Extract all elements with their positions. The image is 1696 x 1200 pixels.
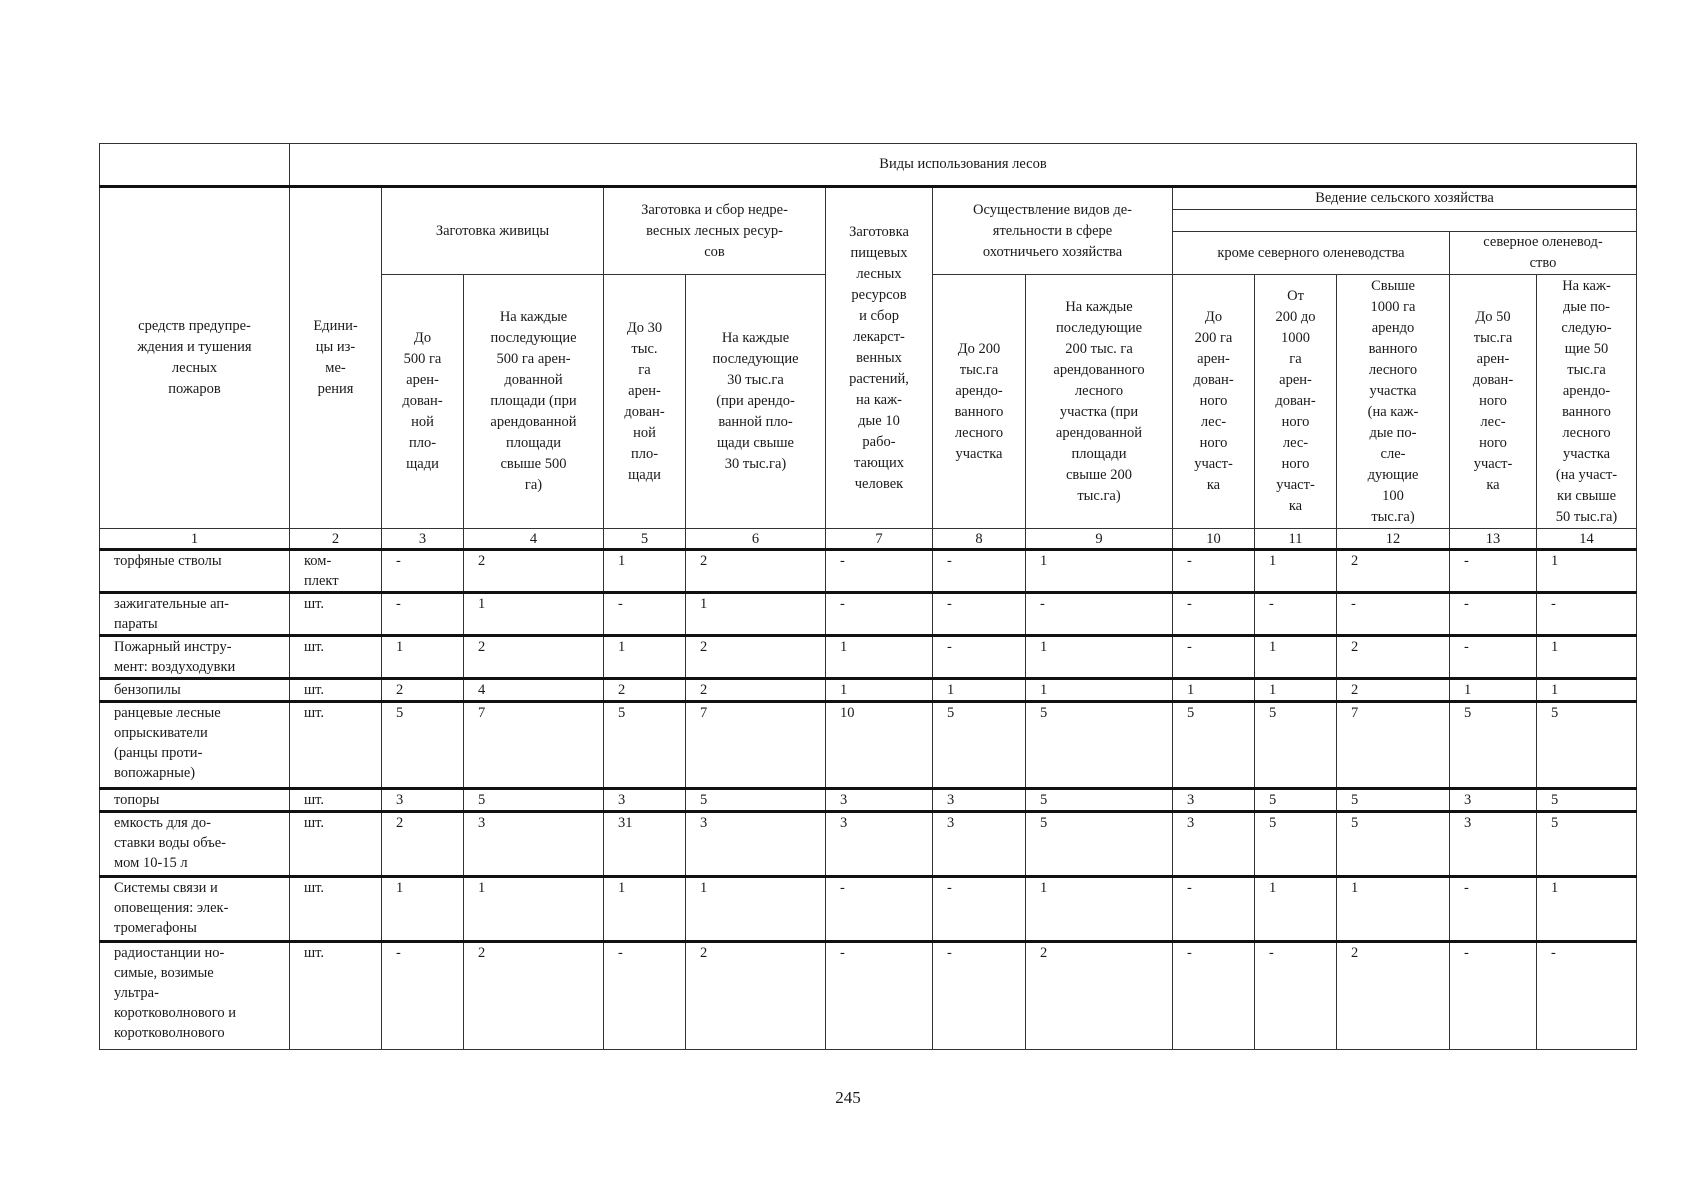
row-unit: шт.: [290, 812, 382, 877]
row-value: -: [1255, 942, 1337, 1050]
column-number: 14: [1537, 529, 1637, 550]
header-sub-1: До 500 га арен- дован- ной пло- щади: [382, 275, 464, 529]
row-unit: шт.: [290, 636, 382, 679]
row-value: -: [1537, 593, 1637, 636]
row-unit: шт.: [290, 877, 382, 942]
column-number: 10: [1173, 529, 1255, 550]
column-number: 5: [604, 529, 686, 550]
row-value: 1: [933, 679, 1026, 702]
column-number: 11: [1255, 529, 1337, 550]
row-value: 1: [686, 593, 826, 636]
row-value: -: [1537, 942, 1637, 1050]
row-value: 3: [1450, 812, 1537, 877]
header-sub-3: До 30 тыс. га арен- дован- ной пло- щади: [604, 275, 686, 529]
row-value: 3: [826, 789, 933, 812]
header-blank-strip: [1173, 210, 1637, 232]
row-value: 1: [464, 593, 604, 636]
header-hunting: Осуществление видов де- ятельности в сфере охотничьего хозяйства: [933, 187, 1173, 275]
header-row-top: [100, 144, 1637, 187]
row-value: 5: [1173, 702, 1255, 789]
row-value: 3: [933, 812, 1026, 877]
row-value: 7: [686, 702, 826, 789]
column-number: 6: [686, 529, 826, 550]
row-value: 1: [604, 550, 686, 593]
row-value: -: [1173, 942, 1255, 1050]
row-value: -: [1026, 593, 1173, 636]
row-value: 5: [1026, 789, 1173, 812]
table-row: [100, 877, 1637, 942]
row-value: -: [1450, 550, 1537, 593]
table-row: [100, 789, 1637, 812]
row-value: 1: [1026, 636, 1173, 679]
column-number: 12: [1337, 529, 1450, 550]
column-number: 8: [933, 529, 1026, 550]
row-item-name: бензопилы: [100, 679, 290, 702]
header-resin-harvest: Заготовка живицы: [382, 187, 604, 275]
header-except-reindeer: кроме северного оленеводства: [1173, 232, 1450, 275]
header-col-units: Едини- цы из- ме- рения: [290, 187, 382, 529]
row-value: -: [933, 550, 1026, 593]
row-value: 5: [1537, 812, 1637, 877]
row-value: 1: [604, 636, 686, 679]
table-row: [100, 550, 1637, 593]
column-number: 7: [826, 529, 933, 550]
row-value: -: [1173, 550, 1255, 593]
row-value: 1: [604, 877, 686, 942]
row-value: 1: [1337, 877, 1450, 942]
row-value: 2: [686, 679, 826, 702]
row-value: 5: [1026, 812, 1173, 877]
row-unit: шт.: [290, 593, 382, 636]
row-value: -: [826, 877, 933, 942]
row-value: 31: [604, 812, 686, 877]
row-unit: ком- плект: [290, 550, 382, 593]
header-col-means: средств предупре- ждения и тушения лесных пожаров: [100, 187, 290, 529]
header-corner-cell: [100, 144, 290, 187]
header-sub-10: До 50 тыс.га арен- дован- ного лес- ного участ- ка: [1450, 275, 1537, 529]
row-value: -: [1450, 942, 1537, 1050]
header-sub-9: Свыше 1000 га арендо ванного лесного участка (на каж- дые по- сле- дующие 100 тыс.га): [1337, 275, 1450, 529]
row-value: 2: [1337, 550, 1450, 593]
row-value: 1: [1537, 550, 1637, 593]
row-item-name: ранцевые лесные опрыскиватели (ранцы проти- вопожарные): [100, 702, 290, 789]
header-sub-11: На каж- дые по- следую- щие 50 тыс.га арендо- ванного лесного участка (на участ- ки свыше 50 тыс.га): [1537, 275, 1637, 529]
table-row: [100, 636, 1637, 679]
row-value: -: [1450, 636, 1537, 679]
row-value: -: [382, 942, 464, 1050]
row-value: 3: [1173, 789, 1255, 812]
column-number: 4: [464, 529, 604, 550]
row-value: 3: [1173, 812, 1255, 877]
row-value: -: [382, 550, 464, 593]
row-value: 3: [604, 789, 686, 812]
row-value: -: [826, 550, 933, 593]
row-value: 4: [464, 679, 604, 702]
row-item-name: емкость для до- ставки воды объе- мом 10-15 л: [100, 812, 290, 877]
table-row: [100, 593, 1637, 636]
row-value: 2: [464, 942, 604, 1050]
row-value: 1: [382, 877, 464, 942]
row-value: 5: [382, 702, 464, 789]
row-value: 1: [1537, 636, 1637, 679]
row-value: 1: [1537, 679, 1637, 702]
column-number-row: [100, 529, 1637, 550]
row-item-name: Пожарный инстру- мент: воздуходувки: [100, 636, 290, 679]
row-value: 1: [826, 636, 933, 679]
row-item-name: Системы связи и оповещения: элек- тромегафоны: [100, 877, 290, 942]
row-value: 10: [826, 702, 933, 789]
row-value: 1: [1026, 550, 1173, 593]
row-value: 1: [1026, 679, 1173, 702]
header-sub-4: На каждые последующие 30 тыс.га (при арендо- ванной пло- щади свыше 30 тыс.га): [686, 275, 826, 529]
row-value: 5: [1337, 812, 1450, 877]
row-value: -: [604, 942, 686, 1050]
row-value: 2: [1337, 636, 1450, 679]
row-item-name: зажигательные ап- параты: [100, 593, 290, 636]
row-value: 1: [1255, 636, 1337, 679]
row-value: 2: [604, 679, 686, 702]
row-value: 2: [382, 812, 464, 877]
row-value: 5: [1337, 789, 1450, 812]
equipment-norms-table: [99, 143, 1637, 1050]
row-value: -: [1337, 593, 1450, 636]
page-number: 245: [835, 1088, 861, 1107]
row-value: 2: [1337, 942, 1450, 1050]
row-value: 2: [464, 636, 604, 679]
row-value: -: [933, 877, 1026, 942]
header-sub-6: На каждые последующие 200 тыс. га арендованного лесного участка (при арендованной площади свыше 200 тыс.га): [1026, 275, 1173, 529]
header-agriculture: Ведение сельского хозяйства: [1173, 187, 1637, 210]
row-value: 2: [1026, 942, 1173, 1050]
row-value: 2: [1337, 679, 1450, 702]
row-value: 3: [464, 812, 604, 877]
row-unit: шт.: [290, 789, 382, 812]
row-value: 1: [1537, 877, 1637, 942]
row-item-name: торфяные стволы: [100, 550, 290, 593]
row-value: 1: [1026, 877, 1173, 942]
row-value: 5: [464, 789, 604, 812]
header-food-resources: Заготовка пищевых лесных ресурсов и сбор лекарст- венных растений, на каж- дые 10 рабо- тающих человек: [826, 187, 933, 529]
row-value: -: [604, 593, 686, 636]
table-row: [100, 702, 1637, 789]
row-value: 5: [933, 702, 1026, 789]
row-value: 5: [686, 789, 826, 812]
row-value: 5: [1255, 702, 1337, 789]
row-value: -: [1255, 593, 1337, 636]
row-value: 3: [826, 812, 933, 877]
table-row: [100, 942, 1637, 1050]
header-sub-5: До 200 тыс.га арендо- ванного лесного участка: [933, 275, 1026, 529]
row-value: 1: [1450, 679, 1537, 702]
row-value: 5: [1255, 789, 1337, 812]
row-value: 7: [1337, 702, 1450, 789]
row-unit: шт.: [290, 679, 382, 702]
row-value: -: [933, 942, 1026, 1050]
row-value: -: [1173, 593, 1255, 636]
row-item-name: топоры: [100, 789, 290, 812]
row-value: -: [1450, 877, 1537, 942]
row-value: 2: [464, 550, 604, 593]
header-row-groups: [100, 187, 1637, 210]
row-value: 1: [686, 877, 826, 942]
row-value: 1: [1173, 679, 1255, 702]
row-value: -: [1173, 636, 1255, 679]
header-nonwood-harvest: Заготовка и сбор недре- весных лесных ресур- сов: [604, 187, 826, 275]
row-value: -: [933, 636, 1026, 679]
row-value: 5: [1537, 789, 1637, 812]
row-value: 5: [604, 702, 686, 789]
row-value: 2: [686, 636, 826, 679]
row-value: 2: [686, 942, 826, 1050]
header-sub-8: От 200 до 1000 га арен- дован- ного лес- ного участ- ка: [1255, 275, 1337, 529]
row-value: 1: [464, 877, 604, 942]
row-value: 1: [1255, 877, 1337, 942]
row-item-name: радиостанции но- симые, возимые ультра- коротковолнового и коротковолнового: [100, 942, 290, 1050]
row-unit: шт.: [290, 702, 382, 789]
column-number: 1: [100, 529, 290, 550]
row-value: 1: [1255, 550, 1337, 593]
column-number: 3: [382, 529, 464, 550]
row-value: 2: [382, 679, 464, 702]
header-sub-2: На каждые последующие 500 га арен- дованной площади (при арендованной площади свыше 500 га): [464, 275, 604, 529]
row-value: 1: [826, 679, 933, 702]
row-value: 1: [1255, 679, 1337, 702]
row-value: 5: [1255, 812, 1337, 877]
row-value: 3: [1450, 789, 1537, 812]
table-row: [100, 679, 1637, 702]
row-value: -: [826, 593, 933, 636]
row-unit: шт.: [290, 942, 382, 1050]
forest-use-types-header: Виды использования лесов: [290, 144, 1637, 187]
header-sub-7: До 200 га арен- дован- ного лес- ного участ- ка: [1173, 275, 1255, 529]
table-row: [100, 812, 1637, 877]
row-value: 5: [1537, 702, 1637, 789]
column-number: 9: [1026, 529, 1173, 550]
row-value: 2: [686, 550, 826, 593]
header-reindeer-herding: северное оленевод- ство: [1450, 232, 1637, 275]
column-number: 13: [1450, 529, 1537, 550]
row-value: -: [1450, 593, 1537, 636]
row-value: 5: [1026, 702, 1173, 789]
row-value: 5: [1450, 702, 1537, 789]
row-value: 1: [382, 636, 464, 679]
row-value: 3: [686, 812, 826, 877]
row-value: 3: [933, 789, 1026, 812]
column-number: 2: [290, 529, 382, 550]
row-value: -: [933, 593, 1026, 636]
row-value: 7: [464, 702, 604, 789]
row-value: -: [382, 593, 464, 636]
row-value: -: [1173, 877, 1255, 942]
row-value: 3: [382, 789, 464, 812]
row-value: -: [826, 942, 933, 1050]
